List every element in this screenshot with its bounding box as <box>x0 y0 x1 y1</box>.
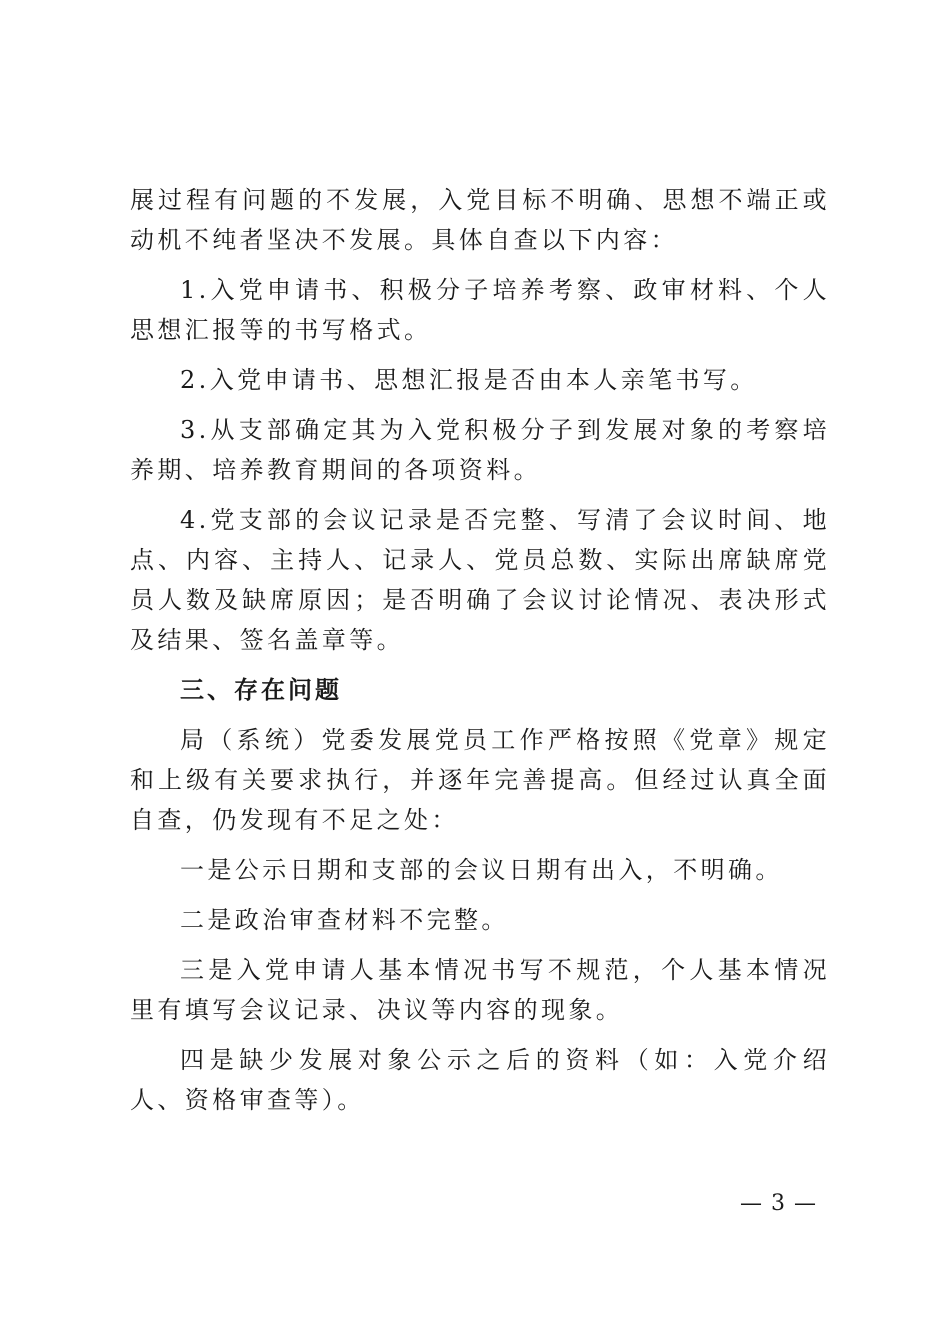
paragraph-continuation: 展过程有问题的不发展，入党目标不明确、思想不端正或动机不纯者坚决不发展。具体自查以下内容： <box>130 186 830 254</box>
document-body <box>130 180 830 1120</box>
problem-item-3: 三是入党申请人基本情况书写不规范，个人基本情况里有填写会议记录、决议等内容的现象。 <box>130 956 830 1024</box>
problem-item-4: 四是缺少发展对象公示之后的资料（如：入党介绍人、资格审查等）。 <box>130 1046 830 1114</box>
checklist-item-3: 3.从支部确定其为入党积极分子到发展对象的考察培养期、培养教育期间的各项资料。 <box>130 416 830 484</box>
checklist-item-4: 4.党支部的会议记录是否完整、写清了会议时间、地点、内容、主持人、记录人、党员总数、实际出席缺席党员人数及缺席原因；是否明确了会议讨论情况、表决形式及结果、签名盖章等。 <box>130 506 830 654</box>
problem-item-2: 二是政治审查材料不完整。 <box>180 906 509 934</box>
checklist-item-2: 2.入党申请书、思想汇报是否由本人亲笔书写。 <box>180 366 758 394</box>
section-intro-paragraph: 局（系统）党委发展党员工作严格按照《党章》规定和上级有关要求执行，并逐年完善提高。但经过认真全面自查，仍发现有不足之处： <box>130 726 830 834</box>
section-heading: 三、存在问题 <box>180 675 342 704</box>
checklist-item-1: 1.入党申请书、积极分子培养考察、政审材料、个人思想汇报等的书写格式。 <box>130 276 830 344</box>
problem-item-1: 一是公示日期和支部的会议日期有出入，不明确。 <box>180 856 783 884</box>
page-number: — 3 — <box>740 1191 817 1216</box>
